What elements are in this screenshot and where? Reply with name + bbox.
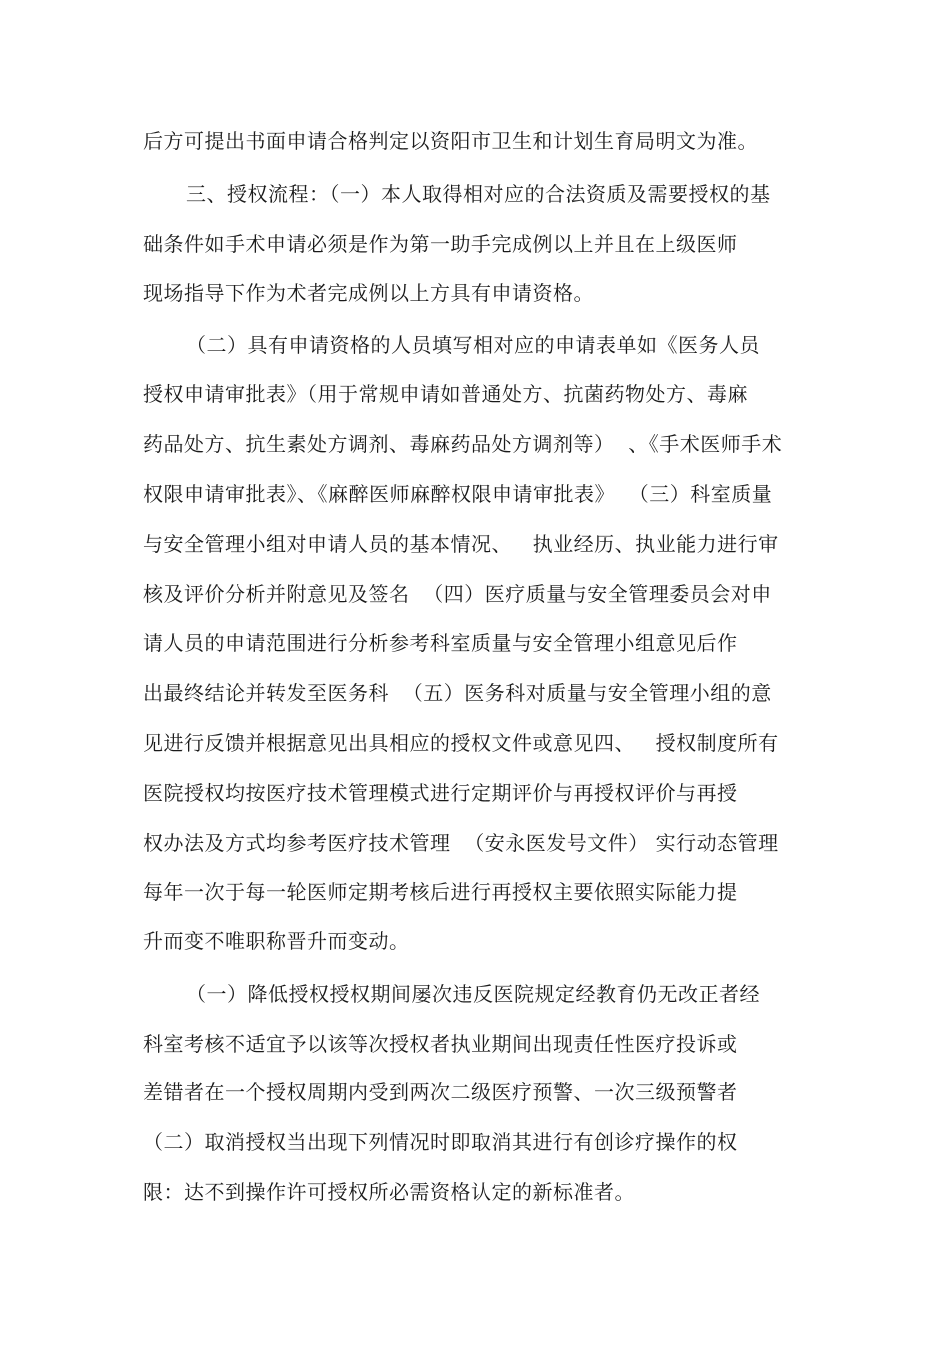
text-line-11: 请人员的申请范围进行分析参考科室质量与安全管理小组意见后作 — [143, 631, 738, 655]
text-line-12: 出最终结论并转发至医务科 （五）医务科对质量与安全管理小组的意 — [143, 681, 772, 705]
text-line-6: 授权申请审批表》（用于常规申请如普通处方、抗菌药物处方、毒麻 — [143, 382, 748, 406]
text-line-21: （二）取消授权当出现下列情况时即取消其进行有创诊疗操作的权 — [143, 1130, 738, 1154]
text-line-10: 核及评价分析并附意见及签名 （四）医疗质量与安全管理委员会对申 — [143, 582, 772, 606]
text-line-14: 医院授权均按医疗技术管理模式进行定期评价与再授权评价与再授 — [143, 781, 738, 805]
text-line-18: （一）降低授权授权期间屡次违反医院规定经教育仍无改正者经 — [186, 982, 760, 1006]
text-line-8: 权限申请审批表》、《麻醉医师麻醉权限申请审批表》 （三）科室质量 — [143, 482, 773, 506]
text-line-13: 见进行反馈并根据意见出具相应的授权文件或意见四、 授权制度所有 — [143, 731, 779, 755]
text-line-15: 权办法及方式均参考医疗技术管理 （安永医发号文件） 实行动态管理 — [143, 831, 779, 855]
text-line-19: 科室考核不适宜予以该等次授权者执业期间出现责任性医疗投诉或 — [143, 1032, 738, 1056]
text-line-2: 三、授权流程：（一）本人取得相对应的合法资质及需要授权的基 — [186, 182, 771, 206]
text-line-4: 现场指导下作为术者完成例以上方具有申请资格。 — [143, 281, 594, 305]
text-line-17: 升而变不唯职称晋升而变动。 — [143, 929, 410, 953]
text-line-3: 础条件如手术申请必须是作为第一助手完成例以上并且在上级医师 — [143, 232, 738, 256]
text-line-9: 与安全管理小组对申请人员的基本情况、 执业经历、执业能力进行审 — [143, 532, 779, 556]
text-line-20: 差错者在一个授权周期内受到两次二级医疗预警、一次三级预警者 — [143, 1080, 738, 1104]
text-line-1: 后方可提出书面申请合格判定以资阳市卫生和计划生育局明文为准。 — [143, 129, 758, 153]
text-line-16: 每年一次于每一轮医师定期考核后进行再授权主要依照实际能力提 — [143, 880, 738, 904]
text-line-22: 限：达不到操作许可授权所必需资格认定的新标准者。 — [143, 1180, 635, 1204]
text-line-7: 药品处方、抗生素处方调剂、毒麻药品处方调剂等） 、《手术医师手术 — [143, 432, 783, 456]
text-line-5: （二）具有申请资格的人员填写相对应的申请表单如《医务人员 — [186, 333, 760, 357]
